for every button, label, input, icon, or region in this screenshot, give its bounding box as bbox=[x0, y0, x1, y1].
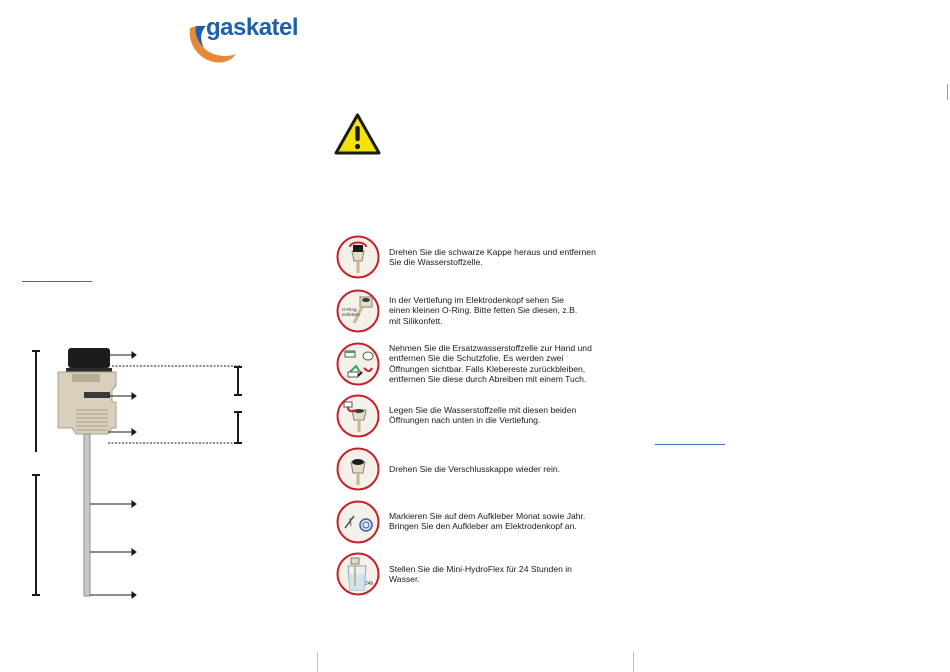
cap-screw-icon bbox=[336, 447, 380, 491]
edge-mark bbox=[947, 84, 948, 100]
list-item bbox=[334, 235, 634, 283]
sticker-icon bbox=[336, 500, 380, 544]
list-item bbox=[334, 342, 634, 390]
list-item bbox=[334, 500, 634, 548]
step-instruction: Drehen Sie die Verschlusskappe wieder rein. bbox=[389, 464, 561, 474]
brand-name: gaskatel bbox=[206, 14, 299, 41]
step-instruction: Markieren Sie auf dem Aufkleber Monat sowie Jahr. Bringen Sie den Aufkleber am Elektrodenkopf an. bbox=[389, 511, 586, 532]
svg-text:einfetten: einfetten bbox=[342, 312, 360, 317]
list-item bbox=[334, 394, 634, 442]
list-item bbox=[334, 289, 634, 337]
foil-removal-icon bbox=[336, 342, 380, 386]
step-instruction: In der Vertiefung im Elektrodenkopf sehen Sie einen kleinen O-Ring. Bitte fetten Sie diesen, z.B. mit Silikonfett. bbox=[389, 295, 578, 326]
cell-insert-icon bbox=[336, 394, 380, 438]
svg-text:O-Ring: O-Ring bbox=[342, 307, 357, 312]
step-instruction: Stellen Sie die Mini-HydroFlex für 24 Stunden in Wasser. bbox=[389, 564, 572, 585]
panel-divider bbox=[633, 652, 634, 672]
gaskatel-logo bbox=[186, 14, 306, 66]
step-instruction: Drehen Sie die schwarze Kappe heraus und entfernen Sie die Wasserstoffzelle. bbox=[389, 247, 596, 268]
o-ring-icon bbox=[336, 289, 380, 333]
hyperlink-underline[interactable] bbox=[655, 444, 725, 445]
panel-divider bbox=[317, 652, 318, 672]
svg-text:24h: 24h bbox=[365, 581, 374, 587]
warning-triangle-icon bbox=[334, 113, 381, 155]
hyperlink-underline[interactable] bbox=[22, 281, 92, 282]
cap-removal-icon bbox=[336, 235, 380, 279]
electrode-diagram bbox=[28, 340, 258, 602]
list-item bbox=[334, 447, 634, 495]
step-instruction: Nehmen Sie die Ersatzwasserstoffzelle zur Hand und entfernen Sie die Schutzfolie. Es werden zwei Öffnungen sichtbar. Falls Klebereste zurückbleiben, entfernen Sie diese durch Abreiben mit einem Tuch. bbox=[389, 343, 592, 385]
step-instruction: Legen Sie die Wasserstoffzelle mit diesen beiden Öffnungen nach unten in die Vertiefung. bbox=[389, 405, 577, 426]
water-glass-icon bbox=[336, 552, 380, 596]
step-list bbox=[334, 235, 634, 601]
list-item bbox=[334, 552, 634, 600]
